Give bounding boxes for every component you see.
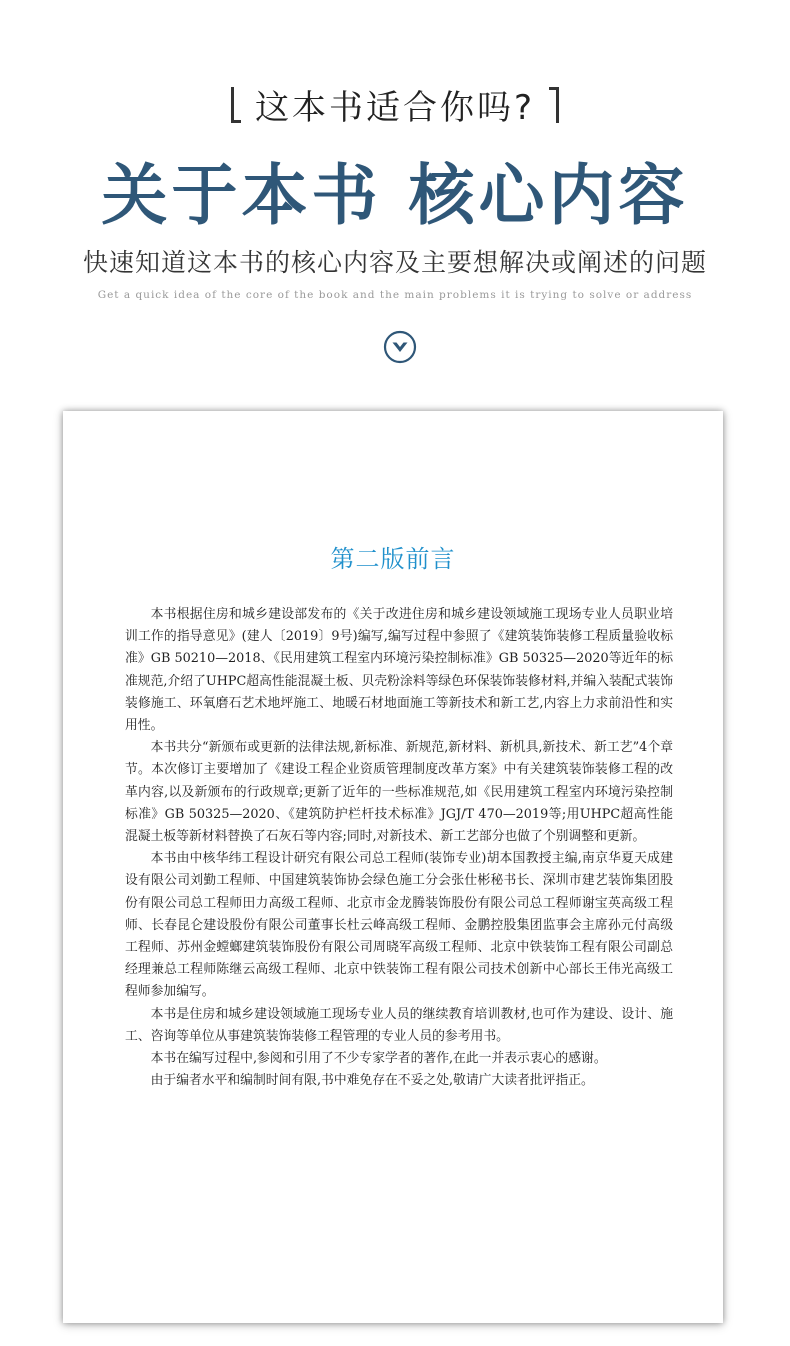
preface-paragraph: 本书在编写过程中,参阅和引用了不少专家学者的著作,在此一并表示衷心的感谢。 (150, 1051, 607, 1067)
subtitle-english: Get a quick idea of the core of the book and the main problems it is trying to solve or address (97, 289, 693, 301)
chevron-down-circle-icon (383, 330, 417, 364)
preface-paragraph: 由于编者水平和编制时间有限,书中难免存在不妥之处,敬请广大读者批评指正。 (150, 1073, 594, 1089)
preface-body (125, 604, 673, 1092)
preface-paragraph: 本书是住房和城乡建设领域施工现场专业人员的继续教育培训教材,也可作为建设、设计、施工、咨询等单位从事建筑装饰装修工程管理的专业人员的参考用书。 (125, 1006, 673, 1044)
eyebrow-heading (0, 80, 790, 129)
preface-paragraph: 本书根据住房和城乡建设部发布的《关于改进住房和城乡建设领域施工现场专业人员职业培训工作的指导意见》(建人〔2019〕9号)编写,编写过程中参照了《建筑装饰装修工程质量验收标准》GB 50210—2018、《民用建筑工程室内环境污染控制标准》GB 50325—2020等近年的标准规范,介绍了UHPC超高性能混凝土板、贝壳粉涂料等绿色环保装饰装修材料,并编入装配式装饰装修施工、环氧磨石艺术地坪施工、地暖石材地面施工等新技术和新工艺,内容上力求前沿性和实用性。 (125, 607, 673, 734)
right-bracket-decoration (549, 87, 559, 123)
left-bracket-decoration (231, 87, 241, 123)
preface-paragraph: 本书由中核华纬工程设计研究有限公司总工程师(装饰专业)胡本国教授主编,南京华夏天成建设有限公司刘勤工程师、中国建筑装饰协会绿色施工分会张仕彬秘书长、深圳市建艺装饰集团股份有限公司总工程师田力高级工程师、北京市金龙腾装饰股份有限公司总工程师谢宝英高级工程师、长春昆仑建设股份有限公司董事长杜云峰高级工程师、金鹏控股集团监事会主席孙元付高级工程师、苏州金螳螂建筑装饰股份有限公司周晓军高级工程师、北京中铁装饰工程有限公司副总经理兼总工程师陈继云高级工程师、北京中铁装饰工程有限公司技术创新中心部长王伟光高级工程师参加编写。 (125, 851, 673, 1000)
preface-paragraph: 本书共分“新颁布或更新的法律法规,新标准、新规范,新材料、新机具,新技术、新工艺”4个章节。本次修订主要增加了《建设工程企业资质管理制度改革方案》中有关建筑装饰装修工程的改革内容,以及新颁布的行政规章;更新了近年的一些标准规范,如《民用建筑工程室内环境污染控制标准》GB 50325—2020、《建筑防护栏杆技术标准》JGJ/T 470—2019等;用UHPC超高性能混凝土板等新材料替换了石灰石等内容;同时,对新技术、新工艺部分也做了个别调整和更新。 (125, 740, 673, 845)
eyebrow-text: 这本书适合你吗? (254, 88, 536, 128)
book-page-preview (63, 411, 723, 1323)
subtitle: 快速知道这本书的核心内容及主要想解决或阐述的问题 (82, 248, 707, 277)
preface-title: 第二版前言 (330, 545, 456, 573)
page-title: 关于本书 核心内容 (101, 156, 689, 234)
